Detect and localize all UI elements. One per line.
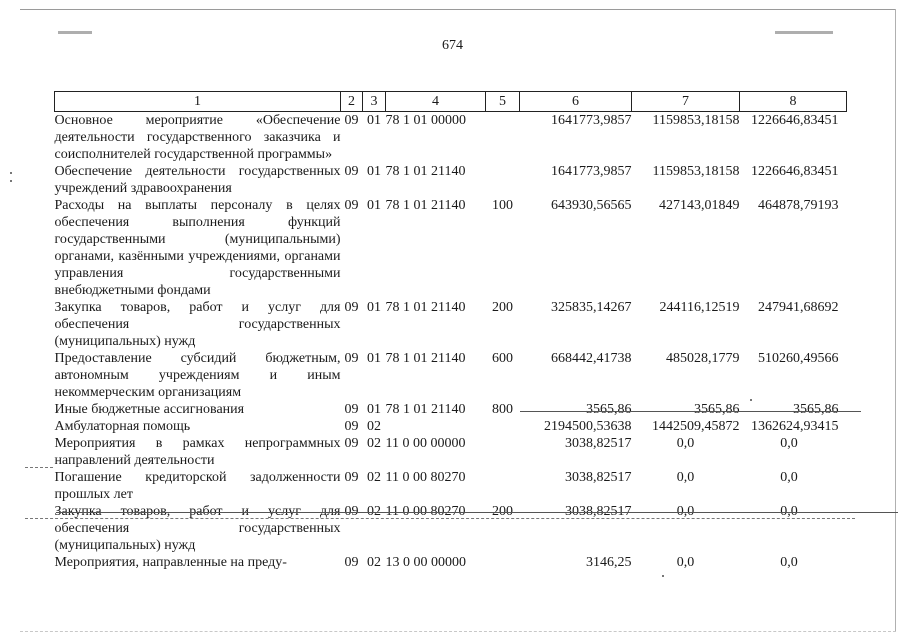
row-expense-type-cell xyxy=(486,112,520,164)
row-amount-cell: 3565,86 xyxy=(586,402,632,417)
page-number: 674 xyxy=(442,38,463,53)
page-frame-right xyxy=(895,9,896,631)
row-expense-type-cell xyxy=(486,554,520,571)
row-amount-cell: 464878,79193 xyxy=(758,198,839,213)
row-name-cell: Предоставление субсидий бюджетным, автономным учреждениям и иным некоммерческим организациям xyxy=(54,351,341,400)
scan-dash xyxy=(25,518,855,519)
row-name-cell: Мероприятия в рамках непрограммных направлений деятельности xyxy=(54,436,341,468)
column-header: 5 xyxy=(486,92,520,112)
column-header: 4 xyxy=(386,92,486,112)
table-row xyxy=(55,554,847,571)
scan-artifact xyxy=(775,31,833,34)
row-amount-cell: 0,0 xyxy=(676,470,695,485)
column-header: 1 xyxy=(55,92,341,112)
row-name-cell: Расходы на выплаты персоналу в целях обеспечения выполнения функций государственными (муниципальными) органами, казёнными учреждениями, органами управления государственными внебюджетными фондами xyxy=(54,198,341,298)
row-code-cell: 02 xyxy=(367,419,381,434)
row-amount-cell: 1159853,18158 xyxy=(652,164,740,179)
row-target-code-cell: 78 1 01 21140 xyxy=(385,164,466,179)
row-code-cell: 01 xyxy=(367,402,381,417)
row-code-cell: 02 xyxy=(367,504,381,519)
table-row xyxy=(55,299,847,350)
table-row xyxy=(55,350,847,401)
row-amount-cell: 3038,82517 xyxy=(565,470,632,485)
row-target-code-cell: 78 1 01 00000 xyxy=(385,113,466,128)
row-target-code-cell: 78 1 01 21140 xyxy=(385,351,466,366)
row-expense-type-cell: 100 xyxy=(492,198,513,213)
row-name-cell: Основное мероприятие «Обеспечение деятельности государственного заказчика и соисполнителей государственной программы» xyxy=(54,113,341,162)
column-header: 6 xyxy=(520,92,632,112)
row-code-cell: 01 xyxy=(367,164,381,179)
row-target-code-cell: 78 1 01 21140 xyxy=(385,300,466,315)
row-amount-cell: 3146,25 xyxy=(586,555,632,570)
scan-speck xyxy=(750,399,752,401)
row-expense-type-cell xyxy=(486,163,520,197)
row-amount-cell: 3565,86 xyxy=(694,402,740,417)
row-expense-type-cell: 600 xyxy=(492,351,513,366)
row-amount-cell: 1442509,45872 xyxy=(652,419,740,434)
row-code-cell: 09 xyxy=(344,504,359,519)
row-amount-cell: 1362624,93415 xyxy=(751,419,839,434)
column-header: 3 xyxy=(363,92,386,112)
row-amount-cell: 1641773,9857 xyxy=(551,164,632,179)
row-amount-cell: 247941,68692 xyxy=(758,300,839,315)
row-amount-cell: 510260,49566 xyxy=(758,351,839,366)
row-name-cell: Мероприятия, направленные на преду- xyxy=(54,555,287,570)
row-code-cell: 09 xyxy=(344,470,359,485)
row-target-code-cell: 13 0 00 00000 xyxy=(385,555,466,570)
table-row xyxy=(55,163,847,197)
scan-dash xyxy=(25,467,53,468)
row-name-cell: Обеспечение деятельности государственных учреждений здравоохранения xyxy=(54,164,341,196)
row-amount-cell: 3565,86 xyxy=(793,402,839,417)
row-amount-cell: 1641773,9857 xyxy=(551,113,632,128)
row-code-cell: 01 xyxy=(367,198,381,213)
row-amount-cell: 2194500,53638 xyxy=(544,419,632,434)
budget-table xyxy=(54,91,847,571)
row-code-cell: 01 xyxy=(367,113,381,128)
table-row xyxy=(55,503,847,554)
row-code-cell: 02 xyxy=(367,555,381,570)
table-row xyxy=(55,418,847,435)
row-expense-type-cell: 200 xyxy=(492,504,513,519)
row-amount-cell: 0,0 xyxy=(676,504,695,519)
row-code-cell: 02 xyxy=(367,470,381,485)
column-header: 7 xyxy=(632,92,740,112)
table-row xyxy=(55,197,847,299)
row-target-code-cell: 11 0 00 80270 xyxy=(385,504,466,519)
row-code-cell: 09 xyxy=(344,419,359,434)
row-code-cell: 02 xyxy=(367,436,381,451)
row-amount-cell: 1159853,18158 xyxy=(652,113,740,128)
column-header: 8 xyxy=(740,92,847,112)
table-row xyxy=(55,401,847,418)
row-code-cell: 09 xyxy=(344,113,359,128)
table-row xyxy=(55,435,847,469)
row-expense-type-cell: 200 xyxy=(492,300,513,315)
page-frame-top xyxy=(20,9,896,10)
row-name-cell: Закупка товаров, работ и услуг для обеспечения государственных (муниципальных) нужд xyxy=(54,300,341,349)
row-amount-cell: 244116,12519 xyxy=(659,300,740,315)
row-amount-cell: 0,0 xyxy=(780,504,798,519)
row-amount-cell: 643930,56565 xyxy=(551,198,632,213)
row-code-cell: 09 xyxy=(344,555,359,570)
row-target-code-cell: 78 1 01 21140 xyxy=(385,402,466,417)
row-amount-cell: 0,0 xyxy=(780,470,798,485)
row-code-cell: 09 xyxy=(344,351,359,366)
row-expense-type-cell xyxy=(486,469,520,503)
scan-speck xyxy=(10,180,12,182)
row-amount-cell: 0,0 xyxy=(780,555,798,570)
row-target-code-cell: 11 0 00 00000 xyxy=(385,436,466,451)
row-name-cell: Иные бюджетные ассигнования xyxy=(54,402,245,417)
scan-rule xyxy=(56,512,898,513)
page-frame-bottom xyxy=(20,631,896,632)
scan-speck xyxy=(10,172,12,174)
row-code-cell: 09 xyxy=(344,402,359,417)
scan-rule xyxy=(520,411,861,412)
row-target-code-cell: 11 0 00 80270 xyxy=(385,470,466,485)
row-expense-type-cell xyxy=(486,418,520,435)
column-header: 2 xyxy=(341,92,363,112)
scan-speck xyxy=(662,575,664,577)
row-code-cell: 09 xyxy=(344,300,359,315)
row-amount-cell: 668442,41738 xyxy=(551,351,632,366)
row-amount-cell: 1226646,83451 xyxy=(751,164,839,179)
row-amount-cell: 1226646,83451 xyxy=(751,113,839,128)
table-header-row xyxy=(55,92,847,112)
row-expense-type-cell xyxy=(486,435,520,469)
row-code-cell: 09 xyxy=(344,198,359,213)
row-amount-cell: 485028,1779 xyxy=(666,351,740,366)
table-row xyxy=(55,112,847,164)
row-target-code-cell xyxy=(386,418,486,435)
row-code-cell: 09 xyxy=(344,164,359,179)
row-name-cell: Амбулаторная помощь xyxy=(54,419,191,434)
row-amount-cell: 427143,01849 xyxy=(659,198,740,213)
row-expense-type-cell: 800 xyxy=(492,402,513,417)
row-amount-cell: 3038,82517 xyxy=(565,504,632,519)
row-amount-cell: 0,0 xyxy=(676,555,695,570)
row-code-cell: 01 xyxy=(367,300,381,315)
row-amount-cell: 325835,14267 xyxy=(551,300,632,315)
row-code-cell: 09 xyxy=(344,436,359,451)
row-name-cell: Погашение кредиторской задолженности прошлых лет xyxy=(54,470,341,502)
scan-artifact xyxy=(58,31,92,34)
row-amount-cell: 0,0 xyxy=(780,436,798,451)
table-row xyxy=(55,469,847,503)
row-amount-cell: 3038,82517 xyxy=(565,436,632,451)
row-amount-cell: 0,0 xyxy=(676,436,695,451)
row-target-code-cell: 78 1 01 21140 xyxy=(385,198,466,213)
row-name-cell: Закупка товаров, работ и услуг для обеспечения государственных (муниципальных) нужд xyxy=(54,504,341,553)
row-code-cell: 01 xyxy=(367,351,381,366)
